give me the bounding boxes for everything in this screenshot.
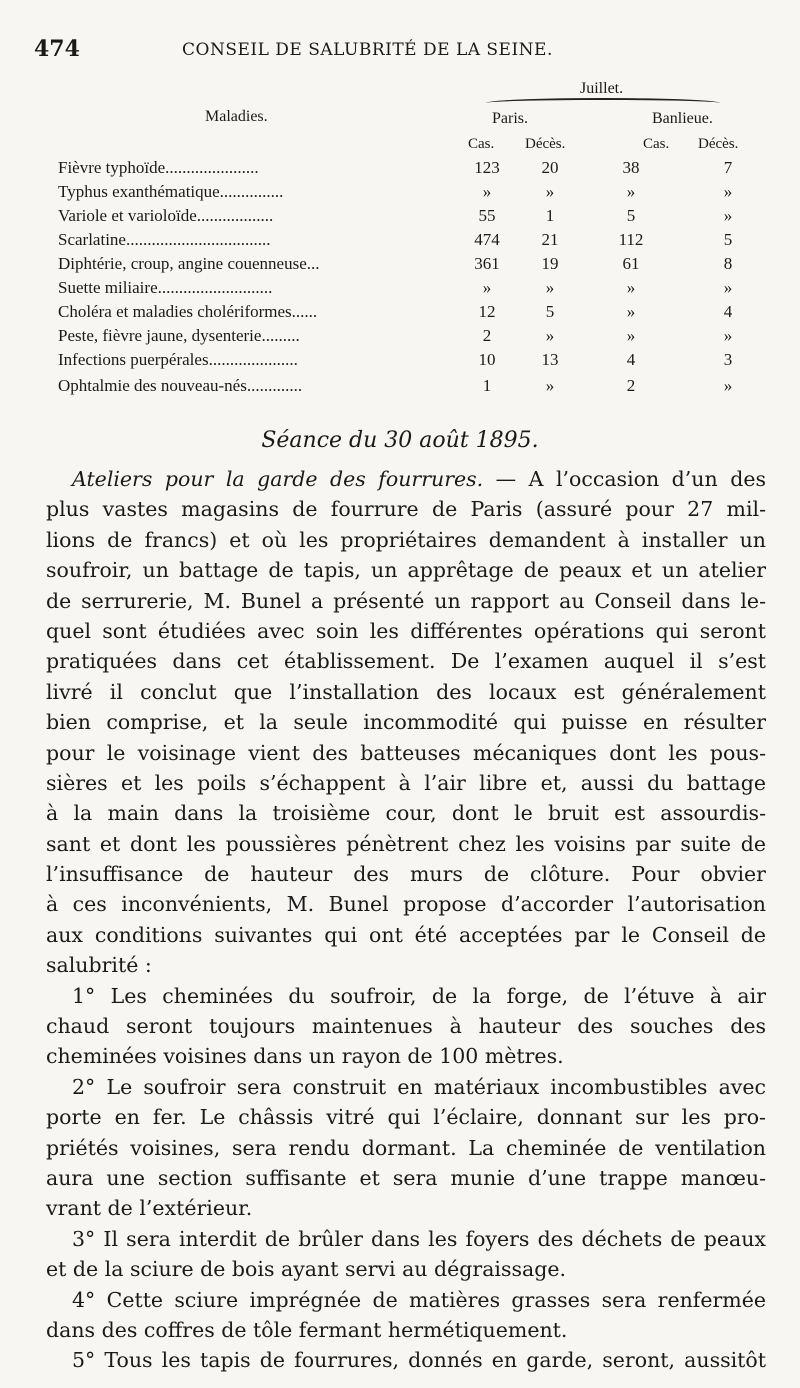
subheader-cas-paris: Cas.	[468, 136, 495, 152]
text-line: bien comprise, et la seule incommodité qui puisse en résulter	[46, 710, 766, 735]
running-head: CONSEIL DE SALUBRITÉ DE LA SEINE.	[182, 40, 553, 60]
text-line: soufroir, un battage de tapis, un apprêtage de peaux et un atelier	[46, 558, 766, 583]
table-row	[0, 376, 800, 400]
text-line: porte en fer. Le châssis vitré qui l’éclaire, donnant sur les pro-	[46, 1105, 766, 1130]
text-line: sant et dont les poussières pénètrent chez les voisins par suite de	[46, 831, 766, 856]
subheader-cas-banlieue: Cas.	[643, 136, 670, 152]
article-body	[46, 464, 766, 1376]
text-line: chaud seront toujours maintenues à hauteur des souches des	[46, 1014, 766, 1039]
banlieue-deces: »	[723, 326, 733, 345]
banlieue-cas: »	[626, 278, 636, 297]
text-line: 4° Cette sciure imprégnée de matières grasses sera renfermée	[72, 1287, 766, 1312]
text-line: aux conditions suivantes qui ont été acceptées par le Conseil de	[46, 922, 766, 947]
group-header-paris: Paris.	[492, 110, 528, 127]
text-line: l’insuffisance de hauteur des murs de clôture. Pour obvier	[46, 862, 766, 887]
banlieue-deces: »	[723, 278, 733, 297]
text-line: dans des coffres de tôle fermant hermétiquement.	[46, 1317, 568, 1342]
paris-deces: 20	[541, 158, 559, 177]
banlieue-deces: 7	[723, 158, 733, 177]
text-line: pour le voisinage vient des batteuses mécaniques dont les pous-	[46, 740, 766, 765]
text-line: plus vastes magasins de fourrure de Paris (assuré pour 27 mil-	[46, 497, 766, 522]
banlieue-deces: 5	[723, 230, 733, 249]
paris-cas: »	[482, 182, 492, 201]
text-line: 1° Les cheminées du soufroir, de la forge, de l’étuve à air	[72, 983, 766, 1008]
banlieue-deces: »	[723, 182, 733, 201]
table-row	[0, 302, 800, 326]
disease-name: Scarlatine..................................	[58, 230, 271, 249]
text-line: salubrité :	[46, 953, 152, 978]
disease-name: Diphtérie, croup, angine couenneuse...	[58, 254, 320, 273]
table-row	[0, 158, 800, 182]
paris-cas: 474	[474, 230, 500, 249]
paris-deces: »	[545, 326, 555, 345]
banlieue-cas: 4	[626, 350, 636, 369]
table-row	[0, 254, 800, 278]
subheader-deces-paris: Décès.	[525, 136, 566, 152]
text-line: quel sont étudiées avec soin les différentes opérations qui seront	[46, 618, 766, 643]
text-line: 5° Tous les tapis de fourrures, donnés en garde, seront, aussitôt	[72, 1348, 766, 1373]
disease-name: Infections puerpérales.....................	[58, 350, 298, 369]
table-month: Juillet.	[580, 80, 624, 97]
text-line-content: — A l’occasion d’un des	[483, 467, 766, 491]
paris-cas: 10	[478, 350, 496, 369]
paris-deces: »	[545, 376, 555, 395]
banlieue-deces: »	[723, 376, 733, 395]
paris-cas: 2	[482, 326, 492, 345]
text-line: cheminées voisines dans un rayon de 100 mètres.	[46, 1044, 564, 1069]
banlieue-cas: »	[626, 302, 636, 321]
text-line: à ces inconvénients, M. Bunel propose d’accorder l’autorisation	[46, 892, 766, 917]
disease-statistics-table	[0, 0, 800, 420]
paris-cas: 361	[474, 254, 500, 273]
text-line: lions de francs) et où les propriétaires demandent à installer un	[46, 527, 766, 552]
banlieue-deces: 3	[723, 350, 733, 369]
disease-name: Peste, fièvre jaune, dysenterie.........	[58, 326, 300, 345]
paris-deces: »	[545, 278, 555, 297]
banlieue-cas: »	[626, 182, 636, 201]
paris-deces: »	[545, 182, 555, 201]
paris-deces: 13	[541, 350, 559, 369]
text-line: de serrurerie, M. Bunel a présenté un rapport au Conseil dans le-	[46, 588, 766, 613]
disease-name: Suette miliaire...........................	[58, 278, 273, 297]
subheader-deces-banlieue: Décès.	[698, 136, 739, 152]
text-line: 2° Le soufroir sera construit en matériaux incombustibles avec	[72, 1074, 766, 1099]
text-line: vrant de l’extérieur.	[46, 1196, 253, 1221]
column-header-maladies: Maladies.	[205, 108, 268, 125]
disease-name: Ophtalmie des nouveau-nés.............	[58, 376, 303, 395]
disease-name: Fièvre typhoïde......................	[58, 158, 259, 177]
table-row	[0, 182, 800, 206]
banlieue-cas: »	[626, 326, 636, 345]
paris-deces: 19	[541, 254, 559, 273]
article-heading: Ateliers pour la garde des fourrures.	[72, 467, 484, 491]
banlieue-deces: 4	[723, 302, 733, 321]
paris-cas: »	[482, 278, 492, 297]
text-line: sières et les poils s’échappent à l’air libre et, aussi du battage	[46, 770, 766, 795]
text-line: pratiquées dans cet établissement. De l’examen auquel il s’est	[46, 649, 766, 674]
table-row	[0, 278, 800, 302]
text-line: et de la sciure de bois ayant servi au dégraissage.	[46, 1257, 567, 1282]
banlieue-cas: 5	[626, 206, 636, 225]
text-line: livré il conclut que l’installation des locaux est généralement	[46, 679, 766, 704]
banlieue-cas: 61	[622, 254, 640, 273]
paris-deces: 21	[541, 230, 559, 249]
text-line	[46, 464, 766, 494]
month-brace	[486, 98, 720, 108]
paris-deces: 5	[545, 302, 555, 321]
banlieue-cas: 38	[622, 158, 640, 177]
table-row	[0, 350, 800, 374]
text-line: à la main dans la troisième cour, dont le bruit est assourdis-	[46, 801, 766, 826]
table-row	[0, 206, 800, 230]
banlieue-cas: 112	[618, 230, 644, 249]
banlieue-cas: 2	[626, 376, 636, 395]
disease-name: Choléra et maladies cholériformes......	[58, 302, 318, 321]
page-number: 474	[34, 36, 80, 62]
banlieue-deces: »	[723, 206, 733, 225]
paris-cas: 123	[474, 158, 500, 177]
text-line: aura une section suffisante et sera munie d’une trappe manœu-	[46, 1165, 766, 1190]
paris-deces: 1	[545, 206, 555, 225]
paris-cas: 12	[478, 302, 496, 321]
group-header-banlieue: Banlieue.	[652, 110, 713, 127]
table-row	[0, 326, 800, 350]
section-title: Séance du 30 août 1895.	[261, 428, 539, 453]
text-line: priétés voisines, sera rendu dormant. La cheminée de ventilation	[46, 1135, 766, 1160]
table-row	[0, 230, 800, 254]
paris-cas: 55	[478, 206, 496, 225]
banlieue-deces: 8	[723, 254, 733, 273]
disease-name: Typhus exanthématique...............	[58, 182, 284, 201]
paris-cas: 1	[482, 376, 492, 395]
text-line: 3° Il sera interdit de brûler dans les foyers des déchets de peaux	[72, 1226, 766, 1251]
disease-name: Variole et varioloïde..................	[58, 206, 274, 225]
